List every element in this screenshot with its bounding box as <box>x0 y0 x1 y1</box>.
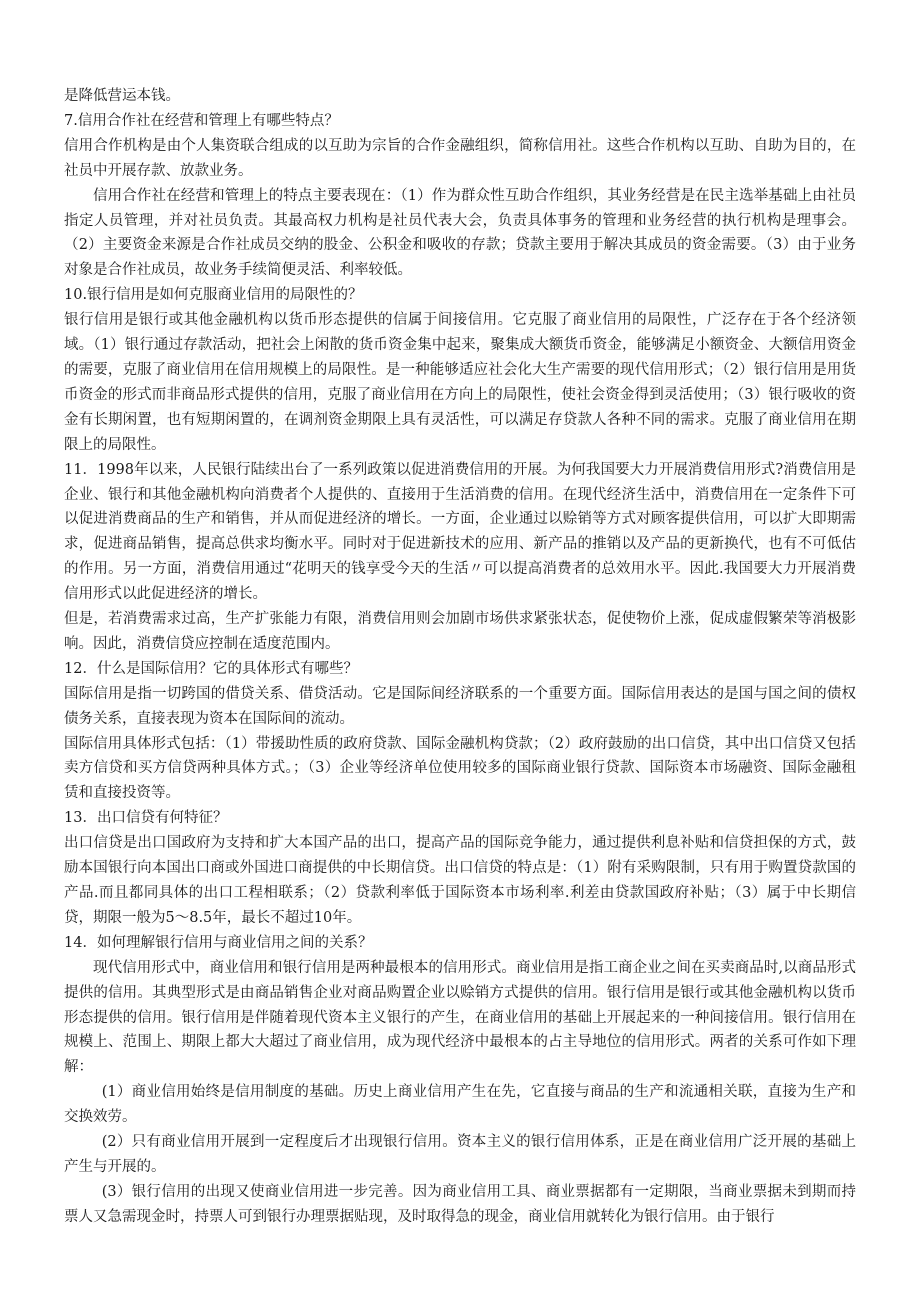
question-11-text: 11．1998年以来，人民银行陆续出台了一系列政策以促进消费信用的开展。为何我国要大力开展消费信用形式?消费信用是企业、银行和其他金融机构向消费者个人提供的、直接用于生活消费的信用。在现代经济生活中，消费信用在一定条件下可以促进消费商品的生产和销售，并从而促进经济的增长。一方面，企业通过以赊销等方式对顾客提供信用，可以扩大即期需求，促进商品销售，提高总供求均衡水平。同时对于促进新技术的应用、新产品的推销以及产品的更新换代，也有不可低估的作用。另一方面，消费信用通过“花明天的钱享受今天的生活〃可以提高消费者的总效用水平。因此.我国要大力开展消费信用形式以此促进经济的增长。 <box>64 461 856 603</box>
question-11-caveat: 但是，若消费需求过高，生产扩张能力有限，消费信用则会加剧市场供求紧张状态，促使物价上涨，促成虚假繁荣等消极影响。因此，消费信贷应控制在适度范围内。 <box>64 611 856 652</box>
document-page <box>64 84 856 1230</box>
question-12-forms: 国际信用具体形式包括：（1）带援助性质的政府贷款、国际金融机构贷款；（2）政府鼓励的出口信贷，其中出口信贷又包括卖方信贷和买方信贷两种具体方式。；（3）企业等经济单位使用较多的国际商业银行贷款、国际资本市场融资、国际金融租赁和直接投资等。 <box>64 735 856 802</box>
question-7-features: 信用合作社在经营和管理上的特点主要表现在：（1）作为群众性互助合作组织，其业务经营是在民主选举基础上由社员指定人员管理，并对社员负责。其最高权力机构是社员代表大会，负责具体事务的管理和业务经营的执行机构是理事会。（2）主要资金来源是合作社成员交纳的股金、公积金和吸收的存款；贷款主要用于解决其成员的资金需要。（3）由于业务对象是合作社成员，故业务手续简便灵活、利率较低。 <box>64 187 856 279</box>
question-10-heading: 10.银行信用是如何克服商业信用的局限性的？ <box>64 287 363 304</box>
question-13-heading: 13．出口信贷有何特征？ <box>64 810 228 827</box>
question-7-heading: 7.信用合作社在经营和管理上有哪些特点？ <box>64 112 339 129</box>
question-14-heading: 14．如何理解银行信用与商业信用之间的关系？ <box>64 934 373 951</box>
question-14-point-3: (3）银行信用的出现又使商业信用进一步完善。因为商业信用工具、商业票据都有一定期限，当商业票据未到期而持票人又急需现金时，持票人可到银行办理票据贴现，及时取得急的现金，商业信用就转化为银行信用。由于银行 <box>64 1183 856 1225</box>
question-7-definition: 信用合作机构是由个人集资联合组成的以互助为宗旨的合作金融组织，简称信用社。这些合作机构以互助、自助为目的，在社员中开展存款、放款业务。 <box>64 137 856 179</box>
question-12-definition: 国际信用是指一切跨国的借贷关系、借贷活动。它是国际间经济联系的一个重要方面。国际信用表达的是国与国之间的债权债务关系，直接表现为资本在国际间的流动。 <box>64 685 856 727</box>
paragraph-intro-tail: 是降低营运本钱。 <box>64 88 180 104</box>
question-10-answer: 银行信用是银行或其他金融机构以货币形态提供的信属于间接信用。它克服了商业信用的局限性，广泛存在于各个经济领域。（1）银行通过存款活动，把社会上闲散的货币资金集中起来，聚集成大额货币资金，能够满足小额资金、大额信用资金的需要，克服了商业信用在信用规模上的局限性。是一种能够适应社会化大生产需要的现代信用形式；（2）银行信用是用货币资金的形式而非商品形式提供的信用，克服了商业信用在方向上的局限性，使社会资金得到灵活使用；（3）银行吸收的资金有长期闲置，也有短期闲置的，在调剂资金期限上具有灵活性，可以满足存贷款人各种不同的需求。克服了商业信用在期限上的局限性。 <box>64 312 856 453</box>
question-13-answer: 出口信贷是出口国政府为支持和扩大本国产品的出口，提高产品的国际竞争能力，通过提供利息补贴和信贷担保的方式，鼓励本国银行向本国出口商或外国进口商提供的中长期信贷。出口信贷的特点是：（1）附有采购限制，只有用于购置贷款国的产品.而且都同具体的出口工程相联系；（2）贷款利率低于国际资本市场利率.利差由贷款国政府补贴；（3）属于中长期信贷，期限一般为5～8.5年，最长不超过10年。 <box>64 835 856 926</box>
question-14-intro: 现代信用形式中，商业信用和银行信用是两种最根本的信用形式。商业信用是指工商企业之间在买卖商品时,以商品形式提供的信用。其典型形式是由商品销售企业对商品购置企业以赊销方式提供的信用。银行信用是银行或其他金融机构以货币形态提供的信用。银行信用是伴随着现代资本主义银行的产生，在商业信用的基础上开展起来的一种间接信用。银行信用在规模上、范围上、期限上都大大超过了商业信用，成为现代经济中最根本的占主导地位的信用形式。两者的关系可作如下理解： <box>64 959 856 1076</box>
question-14-point-1: (1）商业信用始终是信用制度的基础。历史上商业信用产生在先，它直接与商品的生产和流通相关联，直接为生产和交换效劳。 <box>64 1084 856 1126</box>
question-14-point-2: (2）只有商业信用开展到一定程度后才出现银行信用。资本主义的银行信用体系，正是在商业信用广泛开展的基础上产生与开展的。 <box>64 1134 856 1175</box>
question-12-heading: 12．什么是国际信用？它的具体形式有哪些？ <box>64 660 358 677</box>
